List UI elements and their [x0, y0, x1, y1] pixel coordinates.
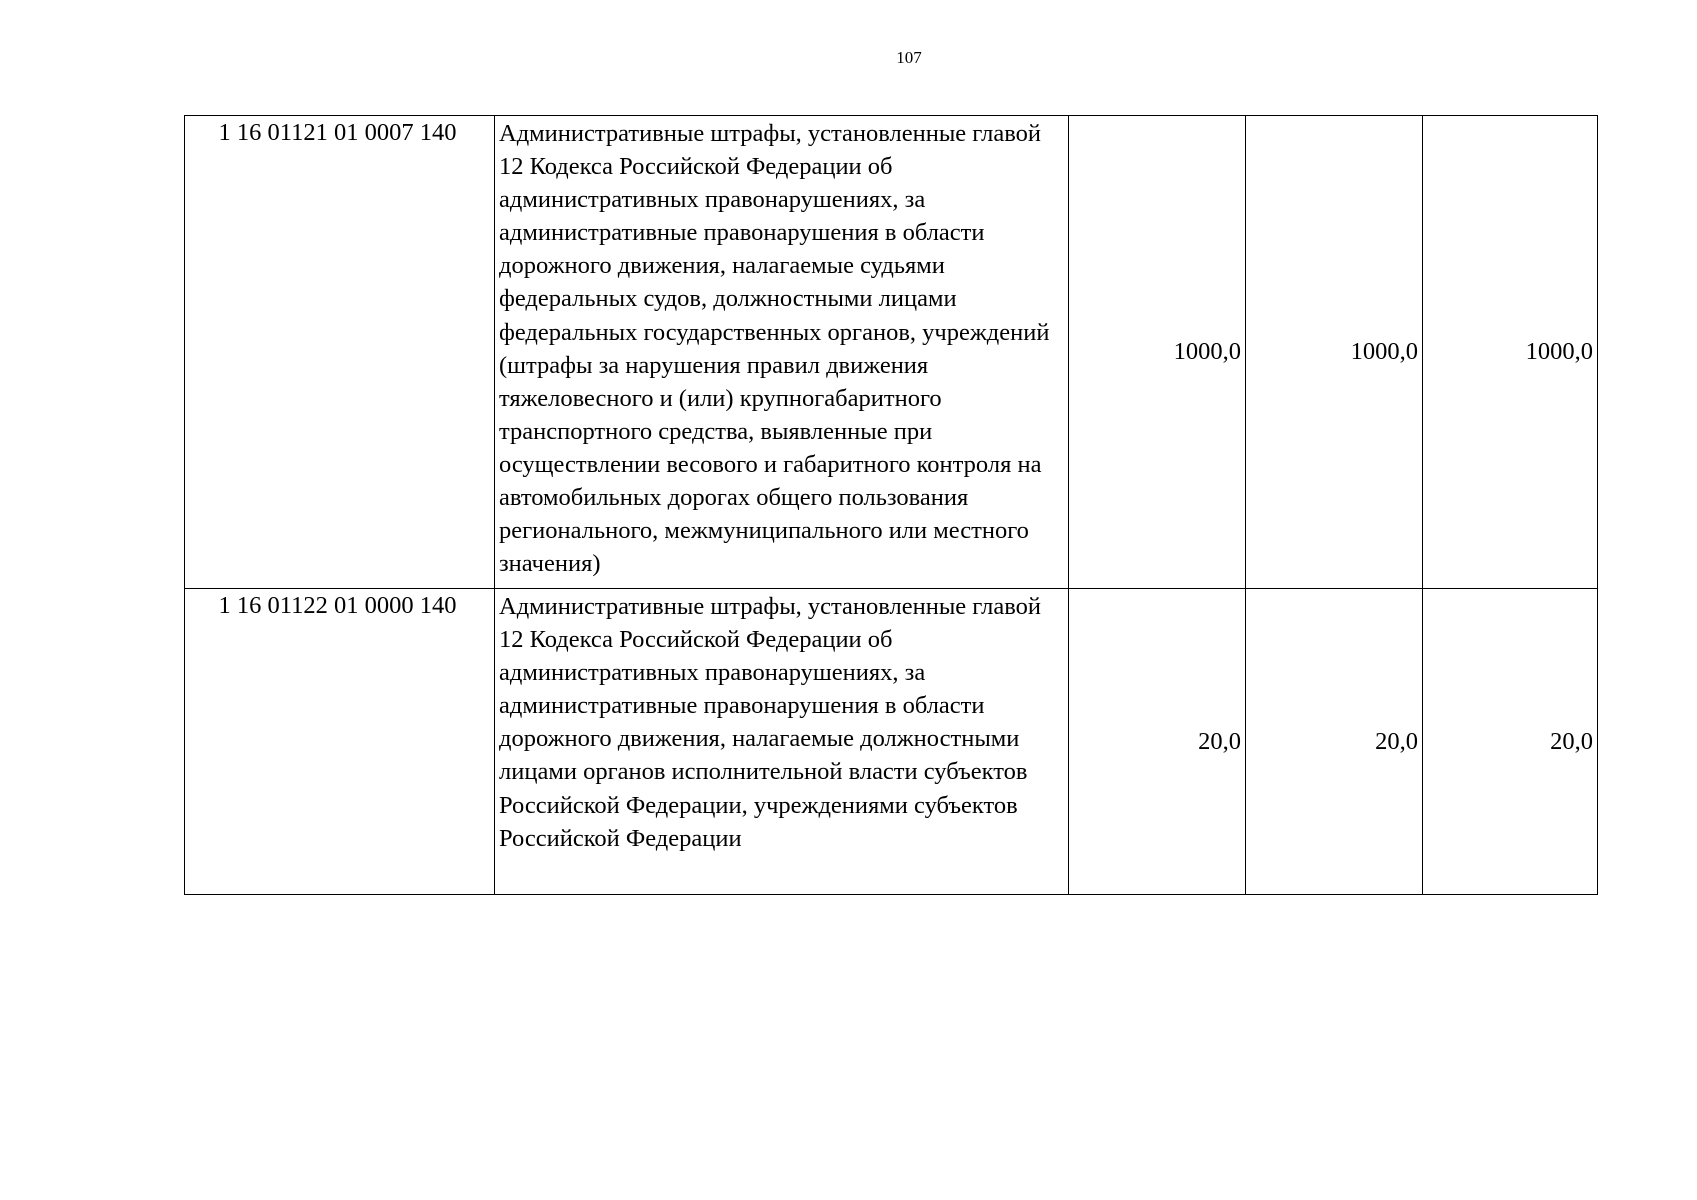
- budget-code-cell: 1 16 01122 01 0000 140: [185, 589, 495, 895]
- description-cell: Административные штрафы, установленные главой 12 Кодекса Российской Федерации об административных правонарушениях, за административные правонарушения в области дорожного движения, налагаемые судьями федеральных судов, должностными лицами федеральных государственных органов, учреждений (штрафы за нарушения правил движения тяжеловесного и (или) крупногабаритного транспортного средства, выявленные при осуществлении весового и габаритного контроля на автомобильных дорогах общего пользования регионального, межмуниципального или местного значения): [495, 116, 1069, 589]
- amount-cell-1: 20,0: [1069, 589, 1246, 895]
- amount-cell-3: 1000,0: [1423, 116, 1598, 589]
- amount-cell-2: 1000,0: [1246, 116, 1423, 589]
- description-cell: Административные штрафы, установленные главой 12 Кодекса Российской Федерации об административных правонарушениях, за административные правонарушения в области дорожного движения, налагаемые должностными лицами органов исполнительной власти субъектов Российской Федерации, учреждениями субъектов Российской Федерации: [495, 589, 1069, 895]
- budget-revenue-table: [184, 115, 1598, 895]
- amount-cell-3: 20,0: [1423, 589, 1598, 895]
- amount-cell-2: 20,0: [1246, 589, 1423, 895]
- table-row: [185, 116, 1598, 589]
- page-number: 107: [896, 48, 922, 67]
- amount-cell-1: 1000,0: [1069, 116, 1246, 589]
- budget-code-cell: 1 16 01121 01 0007 140: [185, 116, 495, 589]
- table-row: [185, 589, 1598, 895]
